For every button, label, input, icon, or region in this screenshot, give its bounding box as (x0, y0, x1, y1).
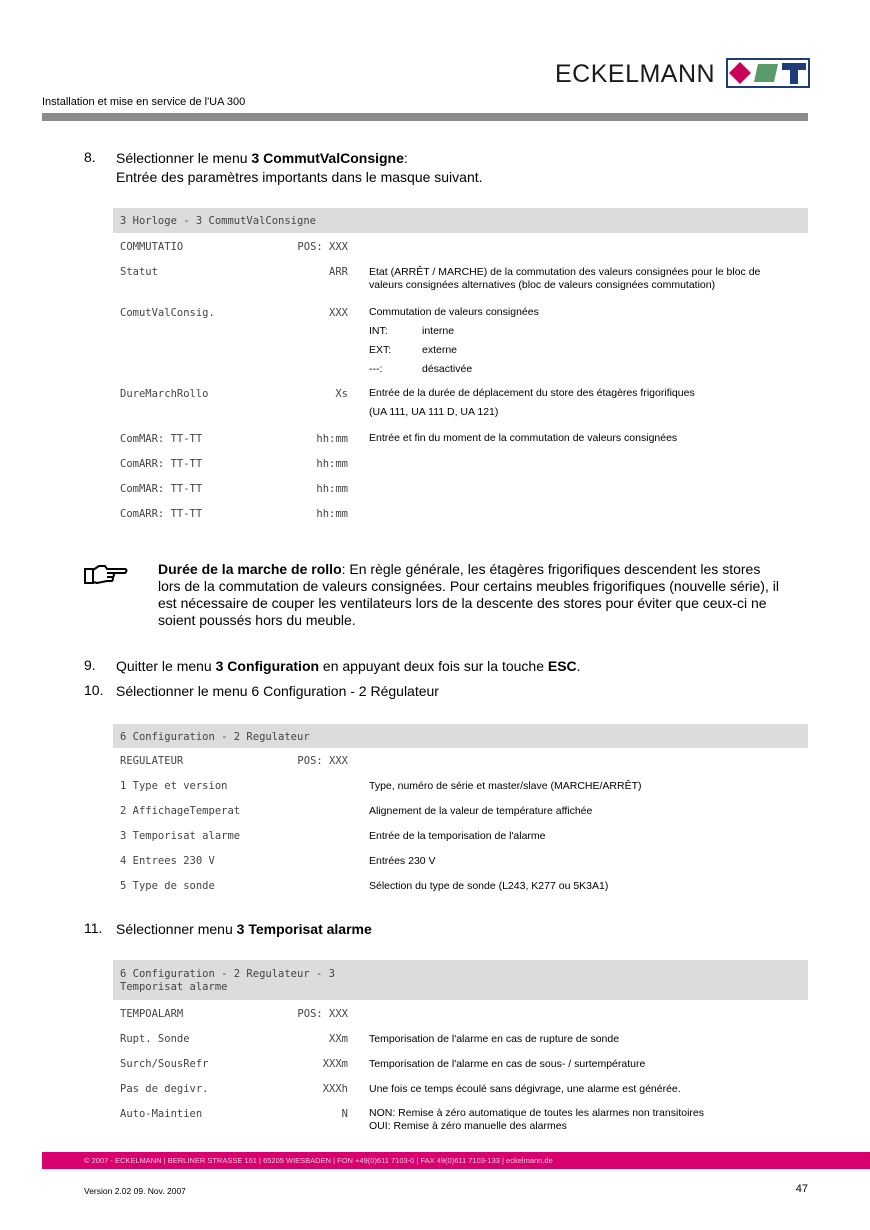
step-9-text (116, 657, 581, 676)
step-9-mid: en appuyant deux fois sur la touche (319, 658, 548, 674)
step-number: 11. (84, 920, 103, 936)
table-row-desc: Entrées 230 V (369, 855, 436, 867)
footer-bar (42, 1152, 870, 1169)
page-number: 47 (795, 1183, 808, 1195)
table-row-label: 1 Type et version (120, 780, 228, 792)
table-row-desc (369, 1107, 704, 1133)
table-row-label: Auto-Maintien (120, 1108, 203, 1120)
table-row-value: hh:mm (316, 458, 348, 470)
table-row-desc (369, 266, 760, 292)
table-row-label: ComutValConsig. (120, 307, 215, 319)
version-info: Version 2.02 09. Nov. 2007 (84, 1186, 186, 1196)
table-row-desc: Commutation de valeurs consignées (369, 306, 539, 318)
table-row-label: COMMUTATIO (120, 241, 184, 253)
table-row-label: TEMPOALARM (120, 1008, 184, 1020)
table-row-label: ComMAR: TT-TT (120, 433, 203, 445)
table-row-desc: Type, numéro de série et master/slave (MARCHE/ARRÊT) (369, 780, 642, 792)
table-row-value: hh:mm (316, 483, 348, 495)
logo-diamond-icon (729, 62, 751, 84)
pointing-hand-icon (83, 561, 129, 587)
table-row-value: XXX (329, 307, 348, 319)
option-value: désactivée (422, 363, 473, 375)
table-row-desc: Entrée de la durée de déplacement du store des étagères frigorifiques (369, 387, 695, 399)
table-row-label: 5 Type de sonde (120, 880, 215, 892)
table-title-line: 6 Configuration - 2 Regulateur - 3 (120, 968, 335, 980)
table-row-value: ARR (329, 266, 348, 278)
table-row-label: Statut (120, 266, 158, 278)
table-title: 3 Horloge - 3 CommutValConsigne (120, 215, 316, 227)
note-text (158, 561, 818, 629)
table-row-desc: Entrée et fin du moment de la commutation de valeurs consignées (369, 432, 678, 444)
desc-line: Etat (ARRÊT / MARCHE) de la commutation des valeurs consignées pour le bloc de (369, 266, 761, 278)
step-11-menu: 3 Temporisat alarme (236, 921, 372, 937)
table-row-value: Xs (335, 388, 348, 400)
table-row-value: POS: XXX (297, 1008, 348, 1020)
table-row-desc: Une fois ce temps écoulé sans dégivrage, une alarme est générée. (369, 1083, 681, 1095)
table-row-desc: Alignement de la valeur de température affichée (369, 805, 593, 817)
table-row-value: hh:mm (316, 433, 348, 445)
table-title-line: Temporisat alarme (120, 981, 228, 993)
option-key: INT: (369, 325, 388, 337)
table-row-value: POS: XXX (297, 755, 348, 767)
step-8-pre: Sélectionner le menu (116, 150, 252, 166)
option-key: ---: (369, 363, 383, 375)
note-line: est nécessaire de couper les ventilateurs lors de la descente des stores pour éviter que ceux-ci ne (158, 595, 767, 611)
table-row-desc: Entrée de la temporisation de l'alarme (369, 830, 546, 842)
step-8-text (116, 149, 483, 187)
table-row-label: DureMarchRollo (120, 388, 209, 400)
table-title: 6 Configuration - 2 Regulateur (120, 731, 310, 743)
table-row-label: 3 Temporisat alarme (120, 830, 241, 842)
step-9-key: ESC (547, 658, 577, 674)
desc-line: valeurs consignées alternatives (bloc de valeurs consignées commutation) (369, 279, 716, 291)
table-row-label: 2 AffichageTemperat (120, 805, 241, 817)
table-row-value: XXXh (322, 1083, 348, 1095)
table-row-label: Surch/SousRefr (120, 1058, 209, 1070)
step-9-pre: Quitter le menu (116, 658, 216, 674)
step-9-post: . (576, 658, 581, 674)
table-row-label: REGULATEUR (120, 755, 184, 767)
note-line: lors de la commutation de valeurs consignées. Pour certains meubles frigorifiques (nouvelle série), il (158, 578, 779, 594)
logo-parallelogram-icon (754, 64, 778, 82)
table-row-label: 4 Entrees 230 V (120, 855, 215, 867)
step-8-post: : (403, 150, 408, 166)
step-8-menu: 3 CommutValConsigne (251, 150, 404, 166)
step-11-text (116, 920, 372, 939)
step-number: 10. (84, 682, 104, 698)
brand-logo-icon (726, 58, 810, 88)
table-row-value: hh:mm (316, 508, 348, 520)
option-key: EXT: (369, 344, 392, 356)
option-value: externe (422, 344, 458, 356)
table-row-desc: Temporisation de l'alarme en cas de sous- / surtempérature (369, 1058, 646, 1070)
table-row-desc: (UA 111, UA 111 D, UA 121) (369, 406, 499, 418)
table-row-label: Pas de degivr. (120, 1083, 209, 1095)
table-row-label: ComARR: TT-TT (120, 458, 203, 470)
table-row-value: XXXm (322, 1058, 348, 1070)
table-row-label: Rupt. Sonde (120, 1033, 190, 1045)
note-line: soient poussés hors du meuble. (158, 612, 356, 628)
step-11-pre: Sélectionner menu (116, 921, 237, 937)
logo-stem-icon (790, 70, 798, 84)
table-row-desc: Sélection du type de sonde (L243, K277 ou 5K3A1) (369, 880, 609, 892)
table-row-value: POS: XXX (297, 241, 348, 253)
header-rule (42, 113, 808, 121)
table-row-label: ComMAR: TT-TT (120, 483, 203, 495)
option-value: interne (422, 325, 455, 337)
table-row-desc: Temporisation de l'alarme en cas de rupture de sonde (369, 1033, 620, 1045)
logo-bar-icon (782, 63, 806, 70)
table-row-value: XXm (329, 1033, 348, 1045)
step-8-line2: Entrée des paramètres importants dans le masque suivant. (116, 169, 483, 185)
note-line: : En règle générale, les étagères frigorifiques descendent les stores (341, 561, 761, 577)
desc-line: OUI: Remise à zéro manuelle des alarmes (369, 1120, 567, 1132)
brand-name: ECKELMANN (555, 60, 716, 88)
step-number: 8. (84, 149, 96, 165)
table-row-value: N (341, 1108, 348, 1120)
note-title: Durée de la marche de rollo (158, 561, 342, 577)
desc-line: NON: Remise à zéro automatique de toutes les alarmes non transitoires (369, 1107, 704, 1119)
step-number: 9. (84, 657, 96, 673)
step-9-menu: 3 Configuration (215, 658, 320, 674)
document-subtitle: Installation et mise en service de l'UA 300 (42, 96, 246, 108)
footer-contact: © 2007 - ECKELMANN | BERLINER STRASSE 161 | 65205 WIESBADEN | FON +49(0)611 7103-0 | FAX 49(0)611 7103-133 | eckelmann.de (84, 1156, 553, 1165)
step-10-text: Sélectionner le menu 6 Configuration - 2 Régulateur (116, 683, 439, 699)
table-row-label: ComARR: TT-TT (120, 508, 203, 520)
table-title (120, 968, 335, 994)
